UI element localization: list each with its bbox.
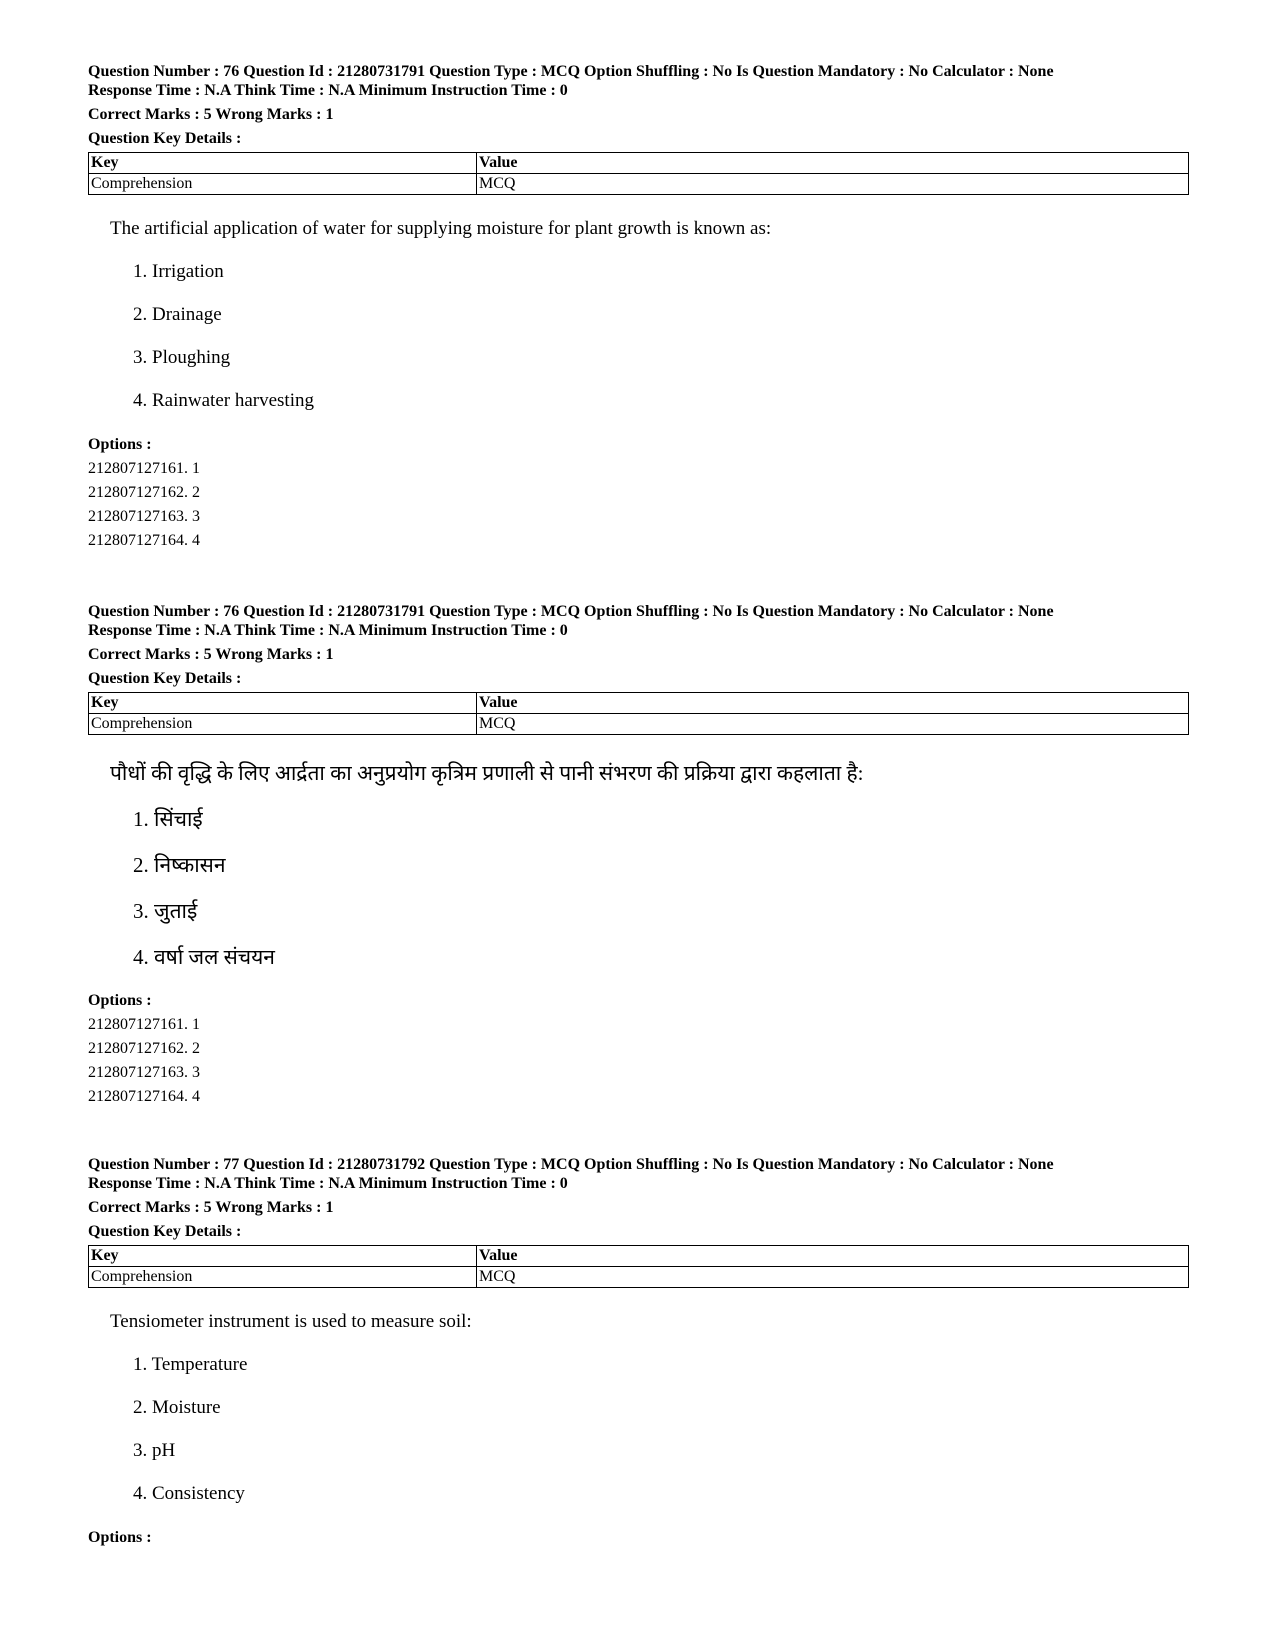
table-header-row <box>89 693 1189 714</box>
option-id-item: 212807127161. 1 <box>88 460 200 477</box>
table-header-row <box>89 1246 1189 1267</box>
key-details-table <box>88 152 1189 195</box>
key-details-label: Question Key Details : <box>88 670 242 687</box>
choice-list <box>133 807 1188 969</box>
table-header-row <box>89 153 1189 174</box>
choice-item: 3. pH <box>133 1440 176 1461</box>
option-id-item: 212807127163. 3 <box>88 1064 200 1081</box>
option-id-item: 212807127162. 2 <box>88 1040 200 1057</box>
choice-item: 3. जुताई <box>133 899 198 923</box>
option-id-item: 212807127161. 1 <box>88 1016 200 1033</box>
choice-list <box>133 1353 1188 1506</box>
marks-line: Correct Marks : 5 Wrong Marks : 1 <box>88 1199 334 1216</box>
key-details-table <box>88 692 1189 735</box>
question-meta-line-2: Response Time : N.A Think Time : N.A Minimum Instruction Time : 0 <box>88 1175 568 1192</box>
choice-item: 2. Moisture <box>133 1397 221 1418</box>
marks-line: Correct Marks : 5 Wrong Marks : 1 <box>88 106 334 123</box>
question-block <box>88 602 1188 1106</box>
question-meta <box>88 1155 1188 1193</box>
question-meta-line-1: Question Number : 76 Question Id : 21280731791 Question Type : MCQ Option Shuffling : No Is Question Mandatory : No Calculator : None <box>88 603 1054 620</box>
option-id-item: 212807127162. 2 <box>88 484 200 501</box>
choice-item: 3. Ploughing <box>133 347 231 368</box>
table-row <box>89 714 1189 735</box>
table-row <box>89 174 1189 195</box>
choice-item: 1. Irrigation <box>133 261 224 282</box>
question-meta <box>88 602 1188 640</box>
question-text: The artificial application of water for supplying moisture for plant growth is known as: <box>110 218 772 239</box>
question-meta-line-2: Response Time : N.A Think Time : N.A Minimum Instruction Time : 0 <box>88 82 568 99</box>
table-cell-key: Comprehension <box>89 714 477 735</box>
options-label: Options : <box>88 1529 152 1546</box>
table-cell-key: Comprehension <box>89 174 477 195</box>
table-cell-value: MCQ <box>477 714 1189 735</box>
table-header-key: Key <box>89 1246 477 1267</box>
question-meta <box>88 62 1188 100</box>
option-id-item: 212807127164. 4 <box>88 532 200 549</box>
key-details-label: Question Key Details : <box>88 1223 242 1240</box>
options-label: Options : <box>88 992 152 1009</box>
options-label: Options : <box>88 436 152 453</box>
choice-item: 2. Drainage <box>133 304 222 325</box>
table-cell-value: MCQ <box>477 174 1189 195</box>
choice-item: 1. Temperature <box>133 1354 248 1375</box>
choice-item: 4. वर्षा जल संचयन <box>133 945 275 969</box>
table-row <box>89 1267 1189 1288</box>
option-id-item: 212807127164. 4 <box>88 1088 200 1105</box>
question-meta-line-1: Question Number : 77 Question Id : 21280731792 Question Type : MCQ Option Shuffling : No Is Question Mandatory : No Calculator : None <box>88 1156 1054 1173</box>
question-meta-line-1: Question Number : 76 Question Id : 21280731791 Question Type : MCQ Option Shuffling : No Is Question Mandatory : No Calculator : None <box>88 63 1054 80</box>
question-meta-line-2: Response Time : N.A Think Time : N.A Minimum Instruction Time : 0 <box>88 622 568 639</box>
choice-item: 2. निष्कासन <box>133 853 226 877</box>
table-header-value: Value <box>477 153 1189 174</box>
question-block <box>88 62 1188 550</box>
table-header-value: Value <box>477 1246 1189 1267</box>
question-text: पौधों की वृद्धि के लिए आर्द्रता का अनुप्रयोग कृत्रिम प्रणाली से पानी संभरण की प्रक्रिया द्वारा कहलाता है: <box>110 761 864 785</box>
choice-list <box>133 260 1188 413</box>
choice-item: 1. सिंचाई <box>133 807 203 831</box>
question-block <box>88 1155 1188 1547</box>
key-details-label: Question Key Details : <box>88 130 242 147</box>
table-header-key: Key <box>89 693 477 714</box>
table-header-key: Key <box>89 153 477 174</box>
question-text: Tensiometer instrument is used to measure soil: <box>110 1311 472 1332</box>
table-header-value: Value <box>477 693 1189 714</box>
option-id-item: 212807127163. 3 <box>88 508 200 525</box>
key-details-table <box>88 1245 1189 1288</box>
choice-item: 4. Consistency <box>133 1483 245 1504</box>
table-cell-key: Comprehension <box>89 1267 477 1288</box>
marks-line: Correct Marks : 5 Wrong Marks : 1 <box>88 646 334 663</box>
choice-item: 4. Rainwater harvesting <box>133 390 314 411</box>
table-cell-value: MCQ <box>477 1267 1189 1288</box>
